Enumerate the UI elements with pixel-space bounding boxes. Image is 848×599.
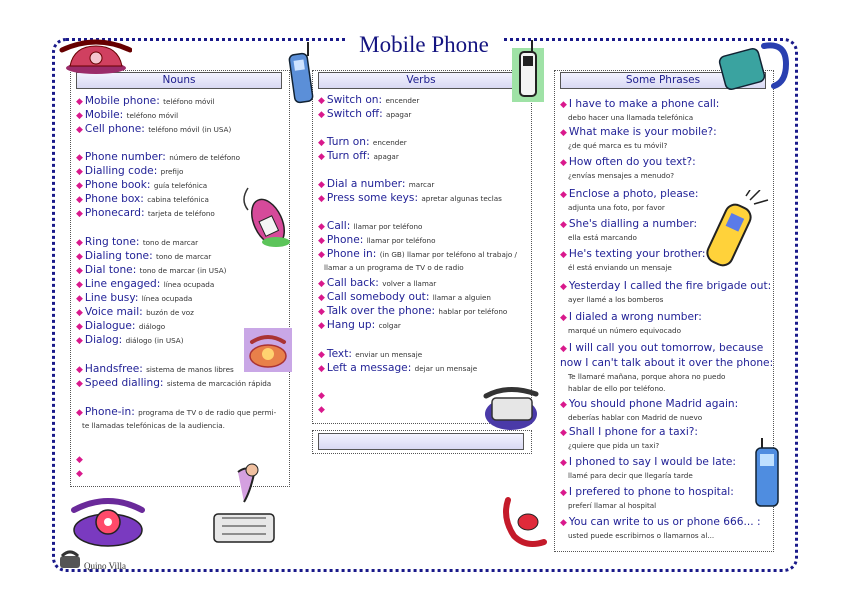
term: Phone book: xyxy=(84,179,151,191)
translation: ayer llamé a los bomberos xyxy=(568,295,664,304)
phrase-line: now I can't talk about it over the phone: xyxy=(560,357,774,369)
translation: diálogo (in USA) xyxy=(125,336,184,345)
bullet-icon: ◆ xyxy=(76,266,83,276)
translation: Te llamaré mañana, porque ahora no puedo xyxy=(568,372,726,381)
translation: marqué un número equivocado xyxy=(568,326,681,335)
term: Line busy: xyxy=(84,292,139,304)
bullet-icon: ◆ xyxy=(560,282,567,292)
term: Cell phone: xyxy=(84,123,145,135)
bullet-icon: ◆ xyxy=(76,195,83,205)
list-item xyxy=(318,192,502,206)
bullet-icon: ◆ xyxy=(76,238,83,248)
translation: apagar xyxy=(386,110,412,119)
bullet-icon: ◆ xyxy=(76,125,83,135)
mobile-phone-icon xyxy=(512,40,544,102)
translation: línea ocupada xyxy=(141,294,193,303)
bullet-icon: ◆ xyxy=(76,252,83,262)
desk-phone-icon xyxy=(244,328,292,372)
translation: número de teléfono xyxy=(169,153,241,162)
phrase: You can write to us or phone 666... : xyxy=(568,516,761,528)
list-item xyxy=(318,234,435,248)
term: Phone in: xyxy=(326,248,377,260)
empty-bullet: ◆ xyxy=(76,455,83,465)
bullet-icon: ◆ xyxy=(318,250,325,260)
cartoon-phone-icon xyxy=(234,180,294,250)
term: Phone: xyxy=(326,234,364,246)
bullet-icon: ◆ xyxy=(76,153,83,163)
list-item xyxy=(318,220,422,234)
rotary-phone-icon xyxy=(58,38,132,76)
translation: teléfono móvil xyxy=(163,97,215,106)
verbs-header: Verbs xyxy=(318,72,524,89)
bullet-icon: ◆ xyxy=(560,428,567,438)
bullet-icon: ◆ xyxy=(76,308,83,318)
term: Phone box: xyxy=(84,193,144,205)
term: Dialing tone: xyxy=(84,250,153,262)
translation: hablar por teléfono xyxy=(438,307,508,316)
bullet-icon: ◆ xyxy=(560,220,567,230)
translation: ¿quiere que pida un taxi? xyxy=(568,441,660,450)
translation: (in GB) llamar por teléfono al trabajo / xyxy=(379,250,517,259)
list-item xyxy=(76,123,231,137)
translation: teléfono móvil (in USA) xyxy=(148,125,232,134)
term: Call: xyxy=(326,220,351,232)
list-item xyxy=(76,264,226,278)
bullet-icon: ◆ xyxy=(560,190,567,200)
translation: llamar a alguien xyxy=(432,293,491,302)
list-item xyxy=(76,165,183,179)
empty-bullet: ◆ xyxy=(76,469,83,479)
bullet-icon: ◆ xyxy=(318,96,325,106)
phrase: I prefered to phone to hospital: xyxy=(568,486,734,498)
bullet-icon: ◆ xyxy=(560,344,567,354)
translation: sistema de manos libres xyxy=(146,365,234,374)
term: Switch on: xyxy=(326,94,383,106)
phrase: She's dialling a number: xyxy=(568,218,698,230)
phrase: What make is your mobile?: xyxy=(568,126,717,138)
bullet-icon: ◆ xyxy=(318,152,325,162)
list-item xyxy=(560,248,706,262)
list-item xyxy=(76,320,165,334)
translation: diálogo xyxy=(138,322,166,331)
bullet-icon: ◆ xyxy=(318,321,325,331)
purple-phone-icon xyxy=(64,488,148,550)
term: Ring tone: xyxy=(84,236,140,248)
phrase: I have to make a phone call: xyxy=(568,98,720,110)
term: Mobile phone: xyxy=(84,95,160,107)
list-item xyxy=(76,109,178,123)
list-item xyxy=(318,136,407,150)
term: Left a message: xyxy=(326,362,412,374)
list-item xyxy=(560,398,738,412)
bullet-icon: ◆ xyxy=(76,111,83,121)
bullet-icon: ◆ xyxy=(560,458,567,468)
phrase: Yesterday I called the fire brigade out: xyxy=(568,280,772,292)
term: Line engaged: xyxy=(84,278,161,290)
bullet-icon: ◆ xyxy=(318,293,325,303)
bullet-icon: ◆ xyxy=(76,336,83,346)
translation: teléfono móvil xyxy=(126,111,179,120)
bullet-icon: ◆ xyxy=(560,518,567,528)
list-item xyxy=(318,319,401,333)
list-item xyxy=(560,456,736,470)
bullet-icon: ◆ xyxy=(560,128,567,138)
bullet-icon: ◆ xyxy=(560,313,567,323)
office-phone-icon xyxy=(478,384,544,434)
translation: tono de marcar xyxy=(156,252,212,261)
term: Text: xyxy=(326,348,352,360)
translation: adjunta una foto, por favor xyxy=(568,203,665,212)
list-item xyxy=(318,305,507,319)
dancer-phone-icon xyxy=(208,462,280,546)
bullet-icon: ◆ xyxy=(560,250,567,260)
term: Press some keys: xyxy=(326,192,419,204)
list-item xyxy=(76,363,234,377)
continuation-text: llamar a un programa de TV o de radio xyxy=(324,263,464,272)
phrase: Enclose a photo, please: xyxy=(568,188,699,200)
list-item xyxy=(560,516,761,530)
translation: dejar un mensaje xyxy=(414,364,478,373)
translation: encender xyxy=(385,96,420,105)
blue-cellphone-icon xyxy=(752,438,782,508)
bullet-icon: ◆ xyxy=(318,279,325,289)
translation: apagar xyxy=(373,152,399,161)
list-item xyxy=(318,362,477,376)
translation: colgar xyxy=(378,321,401,330)
phrase: I dialed a wrong number: xyxy=(568,311,702,323)
term: Voice mail: xyxy=(84,306,143,318)
translation: encender xyxy=(372,138,407,147)
empty-bullet: ◆ xyxy=(318,391,325,401)
translation: marcar xyxy=(408,180,435,189)
translation: hablar de ello por teléfono. xyxy=(568,384,666,393)
list-item xyxy=(318,277,436,291)
list-item xyxy=(76,278,214,292)
phone-handset-icon xyxy=(716,38,792,92)
translation: llamé para decir que llegaría tarde xyxy=(568,471,693,480)
list-item xyxy=(76,292,192,306)
list-item xyxy=(76,179,207,193)
translation: enviar un mensaje xyxy=(355,350,423,359)
list-item xyxy=(560,426,698,440)
phrase: Shall I phone for a taxi?: xyxy=(568,426,698,438)
translation: programa de TV o de radio que permi- xyxy=(138,408,277,417)
bullet-icon: ◆ xyxy=(76,167,83,177)
list-item xyxy=(560,156,696,170)
bullet-icon: ◆ xyxy=(318,307,325,317)
bullet-icon: ◆ xyxy=(76,181,83,191)
list-item xyxy=(560,218,697,232)
term: Phone number: xyxy=(84,151,166,163)
term: Speed dialling: xyxy=(84,377,164,389)
list-item xyxy=(318,178,434,192)
red-phone-icon xyxy=(498,492,552,550)
term: Dialling code: xyxy=(84,165,158,177)
list-item xyxy=(318,150,399,164)
term: Hang up: xyxy=(326,319,376,331)
list-item xyxy=(560,98,719,112)
term: Mobile: xyxy=(84,109,124,121)
bullet-icon: ◆ xyxy=(76,322,83,332)
list-item xyxy=(76,377,271,391)
translation: tono de marcar (in USA) xyxy=(139,266,227,275)
translation: usted puede escribirnos o llamarnos al... xyxy=(568,531,715,540)
term: Dialog: xyxy=(84,334,123,346)
list-item xyxy=(560,311,702,325)
translation: ¿de qué marca es tu móvil? xyxy=(568,141,668,150)
translation: llamar por teléfono xyxy=(353,222,423,231)
bullet-icon: ◆ xyxy=(318,180,325,190)
translation: cabina telefónica xyxy=(147,195,209,204)
bullet-icon: ◆ xyxy=(76,365,83,375)
list-item xyxy=(318,348,422,362)
bullet-icon: ◆ xyxy=(76,209,83,219)
nouns-header: Nouns xyxy=(76,72,282,89)
list-item xyxy=(560,126,717,140)
page-title: Mobile Phone xyxy=(345,32,503,58)
list-item xyxy=(76,306,194,320)
translation: ella está marcando xyxy=(568,233,637,242)
term: Dial tone: xyxy=(84,264,137,276)
translation: deberías hablar con Madrid de nuevo xyxy=(568,413,703,422)
empty-header xyxy=(318,433,524,450)
list-item xyxy=(76,95,215,109)
translation: guía telefónica xyxy=(153,181,208,190)
list-item xyxy=(560,188,698,202)
list-item xyxy=(318,291,491,305)
phrase: I will call you out tomorrow, because xyxy=(568,342,764,354)
continuation-text: te llamadas telefónicas de la audiencia. xyxy=(82,421,225,430)
list-item xyxy=(318,248,517,262)
list-item xyxy=(560,486,734,500)
term: Dial a number: xyxy=(326,178,406,190)
logo-icon xyxy=(58,548,82,570)
bullet-icon: ◆ xyxy=(560,158,567,168)
empty-bullet: ◆ xyxy=(318,405,325,415)
bullet-icon: ◆ xyxy=(560,100,567,110)
bullet-icon: ◆ xyxy=(76,294,83,304)
translation: línea ocupada xyxy=(163,280,215,289)
term: Handsfree: xyxy=(84,363,143,375)
list-item xyxy=(76,151,240,165)
bullet-icon: ◆ xyxy=(76,408,83,418)
phrase: I phoned to say I would be late: xyxy=(568,456,736,468)
translation: volver a llamar xyxy=(382,279,437,288)
list-item xyxy=(76,193,209,207)
list-item xyxy=(318,94,419,108)
bullet-icon: ◆ xyxy=(560,488,567,498)
term: Phone-in: xyxy=(84,406,135,418)
bullet-icon: ◆ xyxy=(318,236,325,246)
cellphone-icon xyxy=(288,40,314,104)
footer-credit: Quino Villa xyxy=(84,561,127,571)
bullet-icon: ◆ xyxy=(318,364,325,374)
term: Phonecard: xyxy=(84,207,145,219)
translation: prefijo xyxy=(160,167,184,176)
translation: preferí llamar al hospital xyxy=(568,501,657,510)
list-item xyxy=(560,280,771,294)
term: Switch off: xyxy=(326,108,383,120)
translation: tono de marcar xyxy=(142,238,199,247)
term: Talk over the phone: xyxy=(326,305,436,317)
bullet-icon: ◆ xyxy=(76,97,83,107)
translation: buzón de voz xyxy=(146,308,194,317)
translation: llamar por teléfono xyxy=(366,236,436,245)
bullet-icon: ◆ xyxy=(318,110,325,120)
phrases-header: Some Phrases xyxy=(560,72,766,89)
phrase: He's texting your brother: xyxy=(568,248,706,260)
translation: ¿envías mensajes a menudo? xyxy=(568,171,675,180)
bullet-icon: ◆ xyxy=(318,194,325,204)
list-item xyxy=(318,108,411,122)
list-item xyxy=(76,406,276,420)
bullet-icon: ◆ xyxy=(76,379,83,389)
bullet-icon: ◆ xyxy=(560,400,567,410)
bullet-icon: ◆ xyxy=(318,138,325,148)
bullet-icon: ◆ xyxy=(318,350,325,360)
phrase: How often do you text?: xyxy=(568,156,696,168)
list-item xyxy=(76,236,198,250)
translation: tarjeta de teléfono xyxy=(147,209,215,218)
translation: sistema de marcación rápida xyxy=(166,379,272,388)
term: Dialogue: xyxy=(84,320,136,332)
bullet-icon: ◆ xyxy=(318,222,325,232)
term: Turn on: xyxy=(326,136,370,148)
term: Call back: xyxy=(326,277,379,289)
bullet-icon: ◆ xyxy=(76,280,83,290)
translation: apretar algunas teclas xyxy=(421,194,502,203)
list-item xyxy=(560,342,763,356)
translation: él está enviando un mensaje xyxy=(568,263,672,272)
list-item xyxy=(76,334,184,348)
yellow-cellphone-icon xyxy=(706,190,772,274)
term: Turn off: xyxy=(326,150,371,162)
term: Call somebody out: xyxy=(326,291,430,303)
translation: debo hacer una llamada telefónica xyxy=(568,113,694,122)
list-item xyxy=(76,250,211,264)
phrase: You should phone Madrid again: xyxy=(568,398,739,410)
list-item xyxy=(76,207,215,221)
